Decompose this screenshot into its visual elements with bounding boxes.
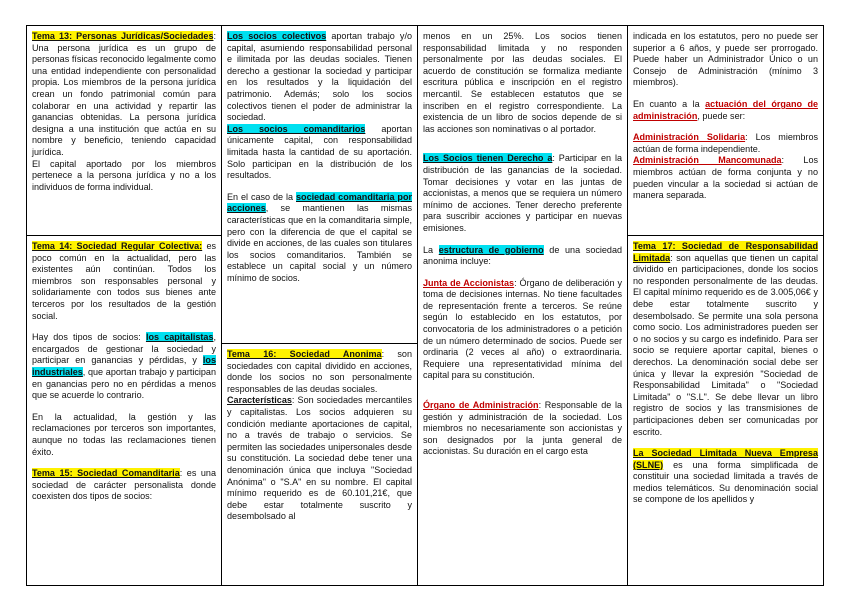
tema-14-15-box: [26, 236, 222, 586]
junta-paragraph: Junta de Accionistas: Órgano de deliberación y toma de decisiones internas. No tiene facultades de representación frente a terceros. Se reúne según lo establecido en los estatutos, por convocatoria de los administradores o a petición de un número determinado de socios. Puede ser ordinaria (2 veces al año) o extraordinaria. Requiere una representatividad mínima del capital para su constitución.: [423, 277, 622, 381]
capitalistas-term: los capitalistas: [145, 332, 214, 343]
junta-accionistas-term: Junta de Accionistas: [423, 277, 515, 288]
duracion-paragraph: indicada en los estatutos, pero no puede ser superior a 6 años, y puede ser prorrogado. Puede haber un Administrador Único o un Consejo de Administración (mínimo 3 miembros).: [633, 31, 818, 88]
comanditaria-acciones-paragraph: En el caso de la sociedad comanditaria por acciones, se mantienen las mismas características que en la comanditaria simple, pero con la diferencia de que el capital se divide en acciones, de las cuales son titulares los socios comanditarios. También se establece un capital social y un número mínimo de socios.: [227, 191, 412, 283]
actualidad-paragraph: En la actualidad, la gestión y las reclamaciones por terceros son importantes, aunque no todas las reclamaciones tienen éxito.: [32, 411, 216, 457]
tema-15-text: : es una sociedad de carácter personalista donde coexisten dos tipos de socios:: [32, 468, 216, 502]
derechos-term: Los Socios tienen Derecho a: [423, 153, 553, 164]
caracteristicas-term: Características: [227, 395, 292, 406]
estructura-gobierno-term: estructura de gobierno: [438, 244, 544, 255]
socios-colectivos-paragraph: Los socios colectivos aportan trabajo y/o capital, asumiendo responsabilidad personal e ilimitada por las deudas sociales. Tienen derecho a gestionar la sociedad y participar en los resultados y la liquidación del patrimonio. Además; solo los socios colectivos tienen el poder de administrar la sociedad.: [227, 31, 412, 123]
comanditaria-box: [222, 25, 418, 344]
tema-13-text: Una persona jurídica es un grupo de personas físicas reconocido legalmente como una entidad independiente con personalidad propia. Los miembros de la persona jurídica crean un fondo patrimonial común para colaborar en una actividad y repartir las ganancias obtenidas. La persona jurídica designa a una institución que actúa en su nombre y beneficio, teniendo capacidad jurídica.: [32, 42, 216, 157]
organo-paragraph: Órgano de Administración: Responsable de la gestión y administración de la sociedad. Los miembros no necesariamente son accionistas y son designados por la junta general de accionistas. Su duración en el cargo esta: [423, 400, 622, 457]
tema-16-box: [222, 344, 418, 586]
tema-13-title: Tema 13: Personas Jurídicas/Sociedades: [32, 31, 214, 41]
actuacion-paragraph: En cuanto a la actuación del órgano de administración, puede ser:: [633, 98, 819, 121]
slne-title: La Sociedad Limitada Nueva Empresa (SLNE): [633, 448, 818, 470]
estructura-paragraph: La estructura de gobierno de una sociedad anonima incluye:: [423, 244, 623, 267]
tema-15-title: Tema 15: Sociedad Comanditaria: [32, 468, 180, 479]
tema-16-title: Tema 16: Sociedad Anonima: [227, 349, 382, 359]
actuacion-organo-term: actuación del órgano de administración: [633, 98, 819, 121]
mancomunada-paragraph: Administración Mancomunada: Los miembros actúan de forma conjunta y no pueden vincular a la sociedad si actúan de manera separada.: [633, 155, 818, 201]
tema-13-box: [26, 25, 222, 236]
socios-comanditarios-term: Los socios comanditarios: [227, 123, 366, 134]
tema-13-capital: El capital aportado por los miembros pertenece a la persona jurídica y no a los individuos de forma individual.: [32, 158, 216, 192]
solidaria-paragraph: Administración Solidaria: Los miembros actúan de forma independiente.: [633, 132, 819, 154]
tema-16-paragraph: Tema 16: Sociedad Anonima: son sociedades con capital dividido en acciones, donde los socios no son personalmente responsables de las deudas sociales. Características: Son sociedades mercantiles y capitalistas. Los socios adquieren su condición mediante aportaciones de capital, no a través de trabajo o servicios. Se permiten las sociedades unipersonales desde su constitución. La sociedad debe tener una denominación única que incluya "Sociedad Anónima" o "S.A" en su nombre. El capital mínimo requerido es de 60.101,21€, que debe estar totalmente suscrito y desembolsado al: [227, 349, 412, 522]
administracion-solidaria-term: Administración Solidaria: [633, 132, 746, 143]
tipos-socios-paragraph: Hay dos tipos de socios: los capitalistas, encargados de gestionar la sociedad y participar en ganancias y pérdidas, y los industriales, que aportan trabajo y participan en ganancias pero no en pérdidas a menos que se acuerde lo contrario.: [32, 332, 216, 401]
administracion-box: [628, 25, 824, 236]
socios-colectivos-term: Los socios colectivos: [227, 31, 327, 41]
sociedad-anonima-continued-box: [418, 25, 628, 586]
tema-14-text: es poco común en la actualidad, pero las existentes aún continúan. Todos los miembros son responsables personal y solidariamente con todos sus bienes ante terceros por los resultados de la gestión social.: [32, 241, 216, 321]
industriales-term: los industriales: [32, 355, 216, 377]
socios-comanditarios-paragraph: Los socios comanditarios aportan únicamente capital, con responsabilidad limitada hasta la cantidad de su aportación. Solo participan en la distribución de los resultados.: [227, 123, 412, 181]
organo-administracion-term: Órgano de Administración: [423, 400, 539, 411]
slne-paragraph: La Sociedad Limitada Nueva Empresa (SLNE) es una forma simplificada de constituir una sociedad limitada a través de medios telemáticos. Su denominación social se compone de los apellidos y: [633, 448, 818, 505]
tema-17-paragraph: Tema 17: Sociedad de Responsabilidad Limitada: son aquellas que tienen un capital dividido en participaciones, donde los socios no responden personalmente de las deudas. El capital mínimo requerido es de 3.005,06€ y debe estar totalmente suscrito y desembolsado. Se permite una sola persona como socio. Los administradores pueden ser o no socios y su cargo es indefinido. Para ser socio se requiere aportar capital, bienes o derechos. La denominación social debe ser única y llevar la expresión "Sociedad de Responsabilidad Limitada" o "Sociedad Limitada" o "S.L". Se debe llevar un libro registro de socios y las transmisiones de participaciones deben ser comunicadas por escrito.: [633, 241, 818, 437]
tema-15-paragraph: [32, 468, 216, 503]
tema-17-box: [628, 236, 824, 586]
tema-13-paragraph: Tema 13: Personas Jurídicas/Sociedades: Una persona jurídica es un grupo de personas físicas reconocido legalmente como una entidad independiente con personalidad propia. Los miembros de la persona jurídica crean un fondo patrimonial común para colaborar en una actividad y repartir las ganancias obtenidas. La persona jurídica designa a una institución que actúa en su nombre y beneficio, teniendo capacidad jurídica.: [32, 31, 216, 157]
tema-14-title: Tema 14: Sociedad Regular Colectiva:: [32, 241, 203, 251]
tema-17-title: Tema 17: Sociedad de Responsabilidad Limitada: [633, 241, 818, 263]
administracion-mancomunada-term: Administración Mancomunada: [633, 155, 782, 166]
tema-14-paragraph: [32, 241, 216, 322]
comanditaria-acciones-term: sociedad comanditaria por acciones: [227, 191, 412, 214]
derechos-paragraph: Los Socios tienen Derecho a: Participar en la distribución de las ganancias de la sociedad. Tomar decisiones y votar en las juntas de accionistas, a menos que se requiera un número mínimo de acciones. Tener derecho preferente para suscribir acciones y participar en nuevas emisiones.: [423, 153, 622, 233]
sa-continuation-paragraph: menos en un 25%. Los socios tienen responsabilidad limitada y no responden personalmente por las deudas sociales. El acuerdo de constitución se formaliza mediante escritura pública e inscripción en el registro mercantil. Se establecen estatutos que se inscriben en el registro correspondiente. La existencia de un libro de socios depende de si las acciones son nominativas o al portador.: [423, 31, 622, 134]
